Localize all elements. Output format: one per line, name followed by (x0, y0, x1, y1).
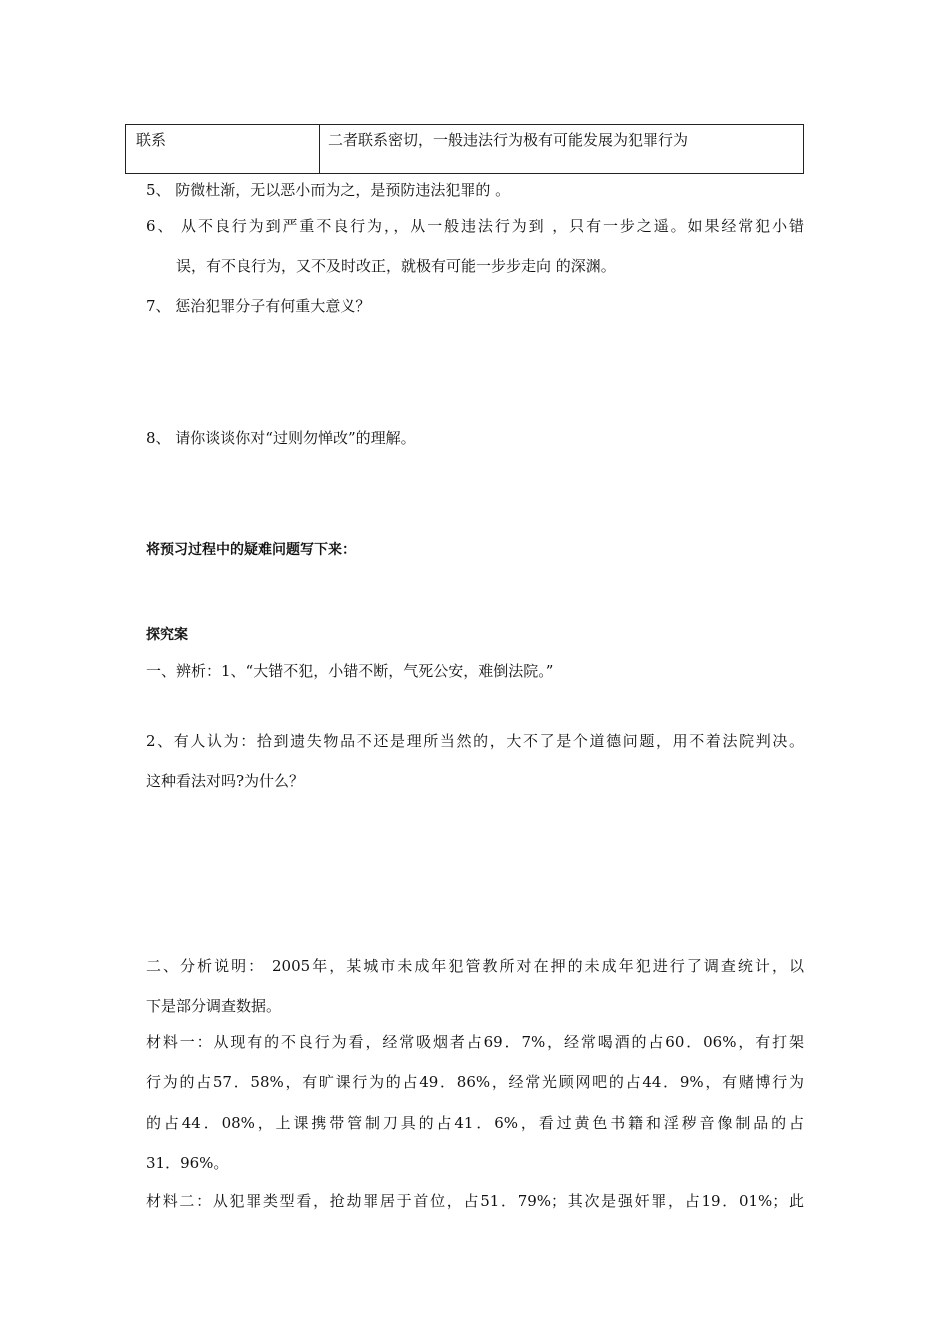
material-1-line-4: 31．96%。 (146, 1154, 229, 1172)
table-content-cell: 二者联系密切，一般违法行为极有可能发展为犯罪行为 (328, 131, 689, 149)
difficult-questions-heading: 将预习过程中的疑难问题写下来： (146, 542, 356, 558)
analysis-item-2-line-1: 2、有人认为：拾到遗失物品不还是理所当然的，大不了是个道德问题，用不着法院判决。 (146, 732, 804, 750)
question-5: 5、 防微杜渐，无以恶小而为之，是预防违法犯罪的 。 (146, 181, 511, 199)
question-6-line-2: 误，有不良行为，又不及时改正，就极有可能一步步走向 的深渊。 (176, 257, 616, 275)
question-7: 7、 惩治犯罪分子有何重大意义？ (146, 297, 371, 315)
material-1-line-2: 行为的占57．58%，有旷课行为的占49．86%，经常光顾网吧的占44．9%，有赌博行为 (146, 1073, 804, 1091)
material-1-line-3: 的占44．08%，上课携带管制刀具的占41．6%，看过黄色书籍和淫秽音像制品的占 (146, 1114, 804, 1132)
question-8: 8、 请你谈谈你对“过则勿惮改”的理解。 (146, 429, 416, 447)
analysis-item-2-line-2: 这种看法对吗?为什么？ (146, 772, 305, 790)
part-2-line-1: 二、分析说明： 2005年，某城市未成年犯管教所对在押的未成年犯进行了调查统计，以 (146, 957, 804, 975)
table-label-cell: 联系 (126, 125, 320, 173)
explore-heading: 探究案 (146, 627, 188, 643)
question-6-line-1: 6、 从不良行为到严重不良行为，，从一般违法行为到 ，只有一步之遥。如果经常犯小错 (146, 217, 804, 235)
analysis-item-1: 一、辨析：1、“大错不犯，小错不断，气死公安，难倒法院。” (146, 662, 554, 680)
relation-table (125, 124, 804, 174)
material-2-line-1: 材料二：从犯罪类型看，抢劫罪居于首位，占51．79%；其次是强奸罪，占19．01%；此 (146, 1192, 804, 1210)
material-1-line-1: 材料一：从现有的不良行为看，经常吸烟者占69．7%，经常喝酒的占60．06%，有打架 (146, 1033, 804, 1051)
part-2-line-2: 下是部分调查数据。 (146, 997, 282, 1015)
